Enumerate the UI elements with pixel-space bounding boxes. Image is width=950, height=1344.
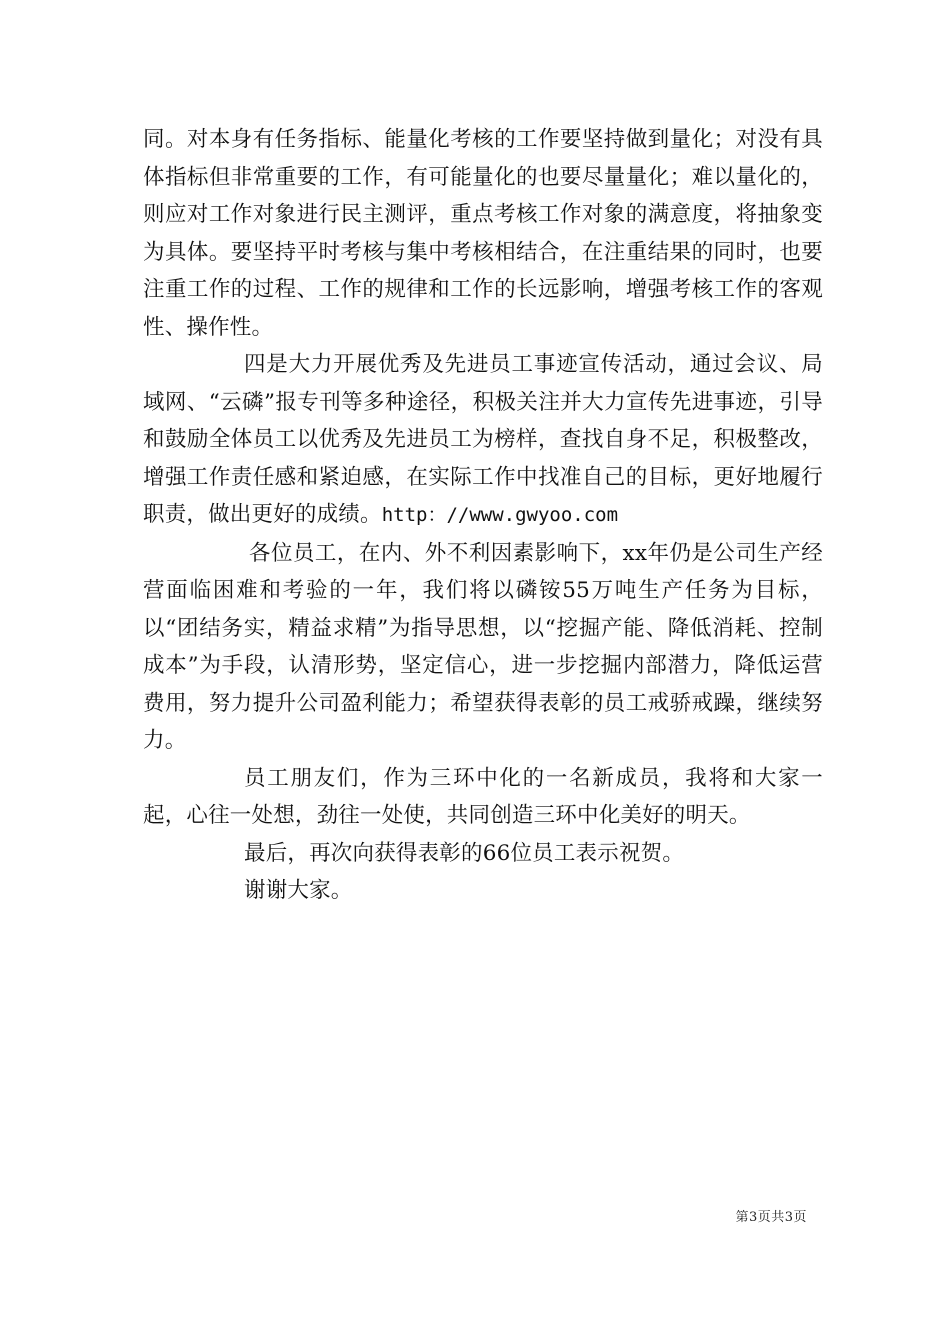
paragraph-continuation: 同。对本身有任务指标、能量化考核的工作要坚持做到量化；对没有具体指标但非常重要的工作，有可能量化的也要尽量量化；难以量化的，则应对工作对象进行民主测评，重点考核工作对象的满意度，将抽象变为具体。要坚持平时考核与集中考核相结合，在注重结果的同时，也要注重工作的过程、工作的规律和工作的长远影响，增强考核工作的客观性、操作性。 xyxy=(143,127,823,340)
page-footer xyxy=(0,1206,950,1225)
page-number: 第3页共3页 xyxy=(735,1210,807,1225)
paragraph-production-goals: 各位员工，在内、外不利因素影响下，xx年仍是公司生产经营面临困难和考验的一年，我们将以磷铵55万吨生产任务为目标，以“团结务实，精益求精”为指导思想，以“挖掘产能、降低消耗、控制成本”为手段，认清形势，坚定信心，进一步挖掘内部潜力，降低运营费用，努力提升公司盈利能力；希望获得表彰的员工戒骄戒躁，继续努力。 xyxy=(143,540,823,753)
paragraph-publicity-activities xyxy=(143,346,823,535)
paragraph-publicity-text: 四是大力开展优秀及先进员工事迹宣传活动，通过会议、局域网、“云磷”报专刊等多种途径，积极关注并大力宣传先进事迹，引导和鼓励全体员工以优秀及先进员工为榜样，查找自身不足，积极整改，增强工作责任感和紧迫感，在实际工作中找准自己的目标，更好地履行职责，做出更好的成绩。 xyxy=(143,352,823,527)
paragraph-new-member: 员工朋友们，作为三环中化的一名新成员，我将和大家一起，心往一处想，劲往一处使，共同创造三环中化美好的明天。 xyxy=(143,765,823,828)
paragraph-congratulations: 最后，再次向获得表彰的66位员工表示祝贺。 xyxy=(244,840,685,866)
website-url: http：//www.gwyoo.com xyxy=(381,504,619,526)
paragraph-thanks: 谢谢大家。 xyxy=(244,878,353,903)
document-body xyxy=(143,121,823,910)
